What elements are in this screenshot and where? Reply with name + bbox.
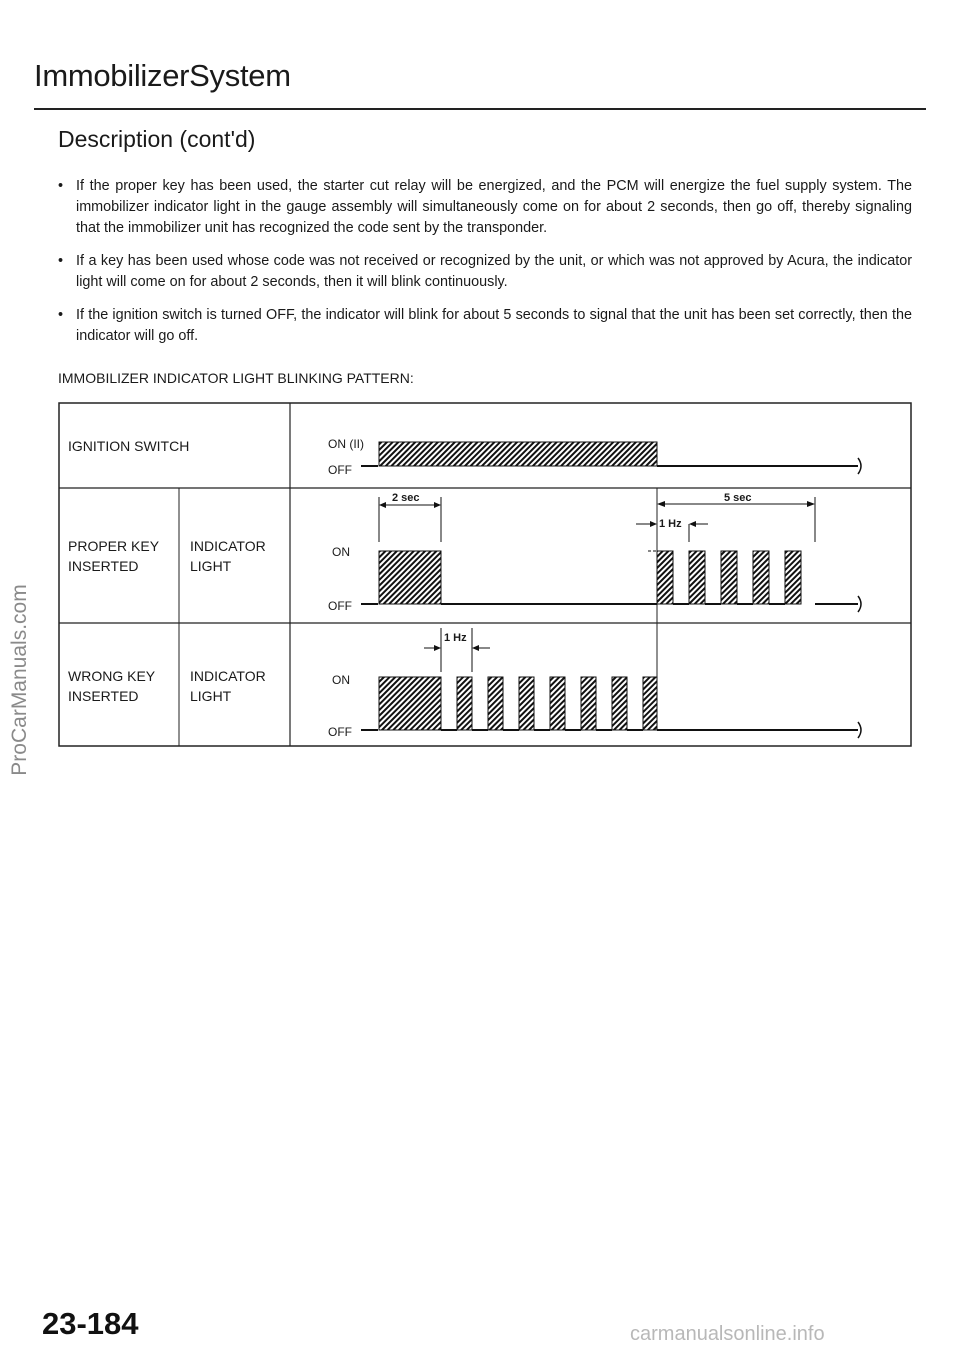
proper-indicator-label: INDICATOR LIGHT	[190, 538, 266, 574]
break-mark	[858, 722, 861, 738]
ignition-switch-label: IGNITION SWITCH	[68, 438, 190, 454]
footer-watermark: carmanualsonline.info	[630, 1323, 825, 1345]
bullet-item	[58, 176, 912, 239]
section-heading: Description (cont'd)	[58, 126, 256, 152]
proper-blink-pulse	[689, 551, 705, 604]
ignition-on-block	[379, 442, 657, 466]
bullet-text: If the proper key has been used, the starter cut relay will be energized, and the PCM will energize the fuel supply system. The immobilizer indicator light in the gauge assembly will simultaneously come on for about 2 seconds, then go off, thereby signaling that the immobilizer unit has recognized the code sent by the transponder.	[76, 178, 912, 236]
wrong-blink-pulse	[457, 677, 472, 730]
proper-off-label: OFF	[328, 599, 352, 613]
five-sec-tag: 5 sec	[724, 492, 752, 504]
proper-blink-pulse	[721, 551, 737, 604]
proper-blink-pulse	[657, 551, 673, 604]
wrong-blink-pulse	[550, 677, 565, 730]
wrong-on-label: ON	[332, 673, 350, 687]
one-hz-wrong-tag: 1 Hz	[444, 632, 467, 644]
dimension-arrows	[472, 645, 479, 651]
bullet-symbol: •	[58, 307, 64, 323]
bullet-item	[58, 305, 912, 347]
page-title: ImmobilizerSystem	[34, 58, 291, 93]
watermark-text: ProCarManuals.com	[8, 584, 31, 776]
wrong-blink-pulse	[643, 677, 657, 730]
dimension-arrows	[689, 521, 696, 527]
dimension-arrows	[434, 645, 441, 651]
wrong-off-label: OFF	[328, 725, 352, 739]
blinking-pattern-diagram	[58, 402, 912, 747]
wrong-indicator-label: INDICATOR LIGHT	[190, 668, 266, 704]
wrong-key-label: WRONG KEY INSERTED	[68, 668, 156, 704]
bullet-text: If the ignition switch is turned OFF, the indicator will blink for about 5 seconds to signal that the unit has been set correctly, then the indicator will go off.	[76, 307, 912, 344]
proper-on-label: ON	[332, 545, 350, 559]
two-sec-tag: 2 sec	[392, 492, 420, 504]
page-number: 23-184	[42, 1306, 139, 1341]
title-rule	[34, 108, 926, 110]
break-mark	[858, 458, 861, 474]
proper-blink-pulse	[785, 551, 801, 604]
wrong-blink-pulse	[488, 677, 503, 730]
ignition-off-label: OFF	[328, 463, 352, 477]
diagram-heading: IMMOBILIZER INDICATOR LIGHT BLINKING PATTERN:	[58, 370, 414, 386]
bullet-list	[58, 176, 912, 359]
proper-on-pulse	[379, 551, 441, 604]
wrong-blink-pulse	[519, 677, 534, 730]
wrong-on-pulse	[379, 677, 441, 730]
ignition-on-label: ON (II)	[328, 437, 364, 451]
bullet-symbol: •	[58, 178, 64, 194]
bullet-text: If a key has been used whose code was not received or recognized by the unit, or which was not approved by Acura, the indicator light will come on for about 2 seconds, then it will blink continuously.	[76, 253, 912, 290]
wrong-blink-pulse	[581, 677, 596, 730]
proper-blink-pulses	[657, 551, 801, 604]
proper-blink-pulse	[753, 551, 769, 604]
proper-key-label: PROPER KEY INSERTED	[68, 538, 160, 574]
dimension-arrows	[650, 521, 657, 527]
one-hz-proper-tag: 1 Hz	[659, 518, 682, 530]
break-mark	[858, 596, 861, 612]
wrong-blink-pulse	[612, 677, 627, 730]
bullet-item	[58, 251, 912, 293]
wrong-blink-pulses	[379, 677, 657, 730]
watermark	[0, 0, 40, 1353]
bullet-symbol: •	[58, 253, 64, 269]
